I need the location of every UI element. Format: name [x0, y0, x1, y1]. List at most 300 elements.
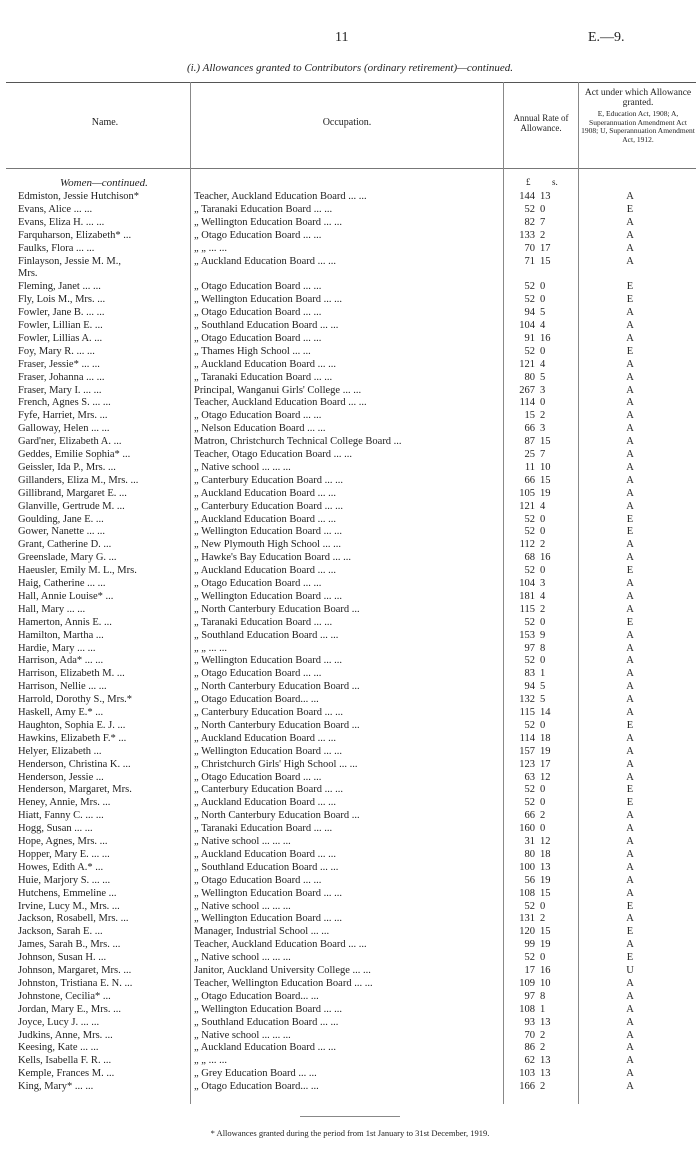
column-header-annual-rate: Annual Rate of Allowance. — [513, 113, 569, 133]
allowance-pounds: 52 — [524, 797, 535, 809]
act-code: A — [626, 913, 634, 925]
occupation: „ Southland Education Board ... ... — [194, 861, 339, 873]
allowance-shillings: 12 — [540, 836, 551, 847]
table-row — [0, 268, 700, 280]
contributor-name: Fowler, Lillias A. ... — [18, 332, 103, 344]
contributor-name: Glanville, Gertrude M. ... — [18, 500, 125, 512]
table-row — [0, 965, 700, 977]
table-row — [0, 733, 700, 745]
contributor-name: Foy, Mary R. ... ... — [18, 345, 95, 357]
contributor-name: Fowler, Jane B. ... ... — [18, 307, 105, 319]
allowance-shillings: 0 — [540, 397, 546, 409]
allowance-pounds: 66 — [524, 423, 535, 435]
allowance-shillings: 0 — [540, 719, 546, 731]
allowance-shillings: 19 — [540, 874, 551, 886]
allowance-pounds: 66 — [524, 810, 535, 822]
allowance-pounds: 114 — [519, 732, 535, 744]
allowance-pounds: 83 — [524, 668, 535, 680]
allowance-pounds: 91 — [524, 332, 535, 344]
act-code: A — [626, 500, 634, 512]
occupation: „ Otago Education Board ... ... — [194, 410, 322, 422]
table-row — [0, 797, 700, 809]
occupation: „ Southland Education Board ... ... — [194, 320, 339, 331]
allowance-shillings: 0 — [540, 513, 546, 525]
allowance-shillings: 0 — [540, 616, 546, 628]
allowance-pounds: 166 — [519, 1081, 535, 1093]
act-code: E — [626, 719, 634, 731]
allowance-shillings: 2 — [540, 1081, 546, 1093]
allowance-pounds: 63 — [524, 771, 535, 783]
table-row — [0, 217, 700, 229]
allowance-pounds: 133 — [519, 229, 535, 241]
allowance-pounds: 121 — [519, 500, 535, 512]
document-reference: E.—9. — [588, 30, 625, 45]
allowance-shillings: 0 — [540, 900, 546, 912]
table-row — [0, 436, 700, 448]
allowance-shillings: 1 — [540, 668, 546, 680]
occupation: „ Wellington Education Board ... ... — [194, 294, 342, 306]
occupation: „ Native school ... ... ... — [194, 1029, 291, 1041]
allowance-shillings: 5 — [540, 307, 546, 319]
contributor-name: Harrold, Dorothy S., Mrs.* — [18, 694, 133, 706]
table-row — [0, 810, 700, 822]
allowance-pounds: 132 — [519, 694, 535, 706]
occupation: „ Southland Education Board ... ... — [194, 629, 339, 641]
allowance-shillings: 3 — [540, 384, 546, 396]
act-code: A — [626, 836, 634, 847]
contributor-name: Irvine, Lucy M., Mrs. ... — [18, 900, 120, 912]
contributor-name: Finlayson, Jessie M. M., — [18, 255, 121, 267]
table-row — [0, 1081, 700, 1093]
act-code: E — [626, 926, 634, 938]
contributor-name: Helyer, Elizabeth ... — [18, 745, 102, 757]
contributor-name: Johnson, Margaret, Mrs. ... — [18, 965, 132, 976]
act-code: A — [626, 732, 634, 744]
allowance-shillings: 15 — [540, 887, 551, 899]
act-code: A — [626, 848, 634, 860]
contributor-name: Harrison, Ada* ... ... — [18, 655, 104, 667]
occupation: „ Otago Education Board ... ... — [194, 578, 322, 589]
allowance-pounds: 97 — [524, 990, 535, 1002]
occupation: „ Wellington Education Board ... ... — [194, 745, 342, 757]
occupation: Teacher, Auckland Education Board ... ... — [194, 191, 367, 202]
allowance-pounds: 52 — [524, 294, 535, 306]
table-row — [0, 397, 700, 409]
contributor-name: Goulding, Jane E. ... — [18, 513, 104, 525]
contributor-name: Johnstone, Cecilia* ... — [18, 990, 111, 1002]
contributor-name: Henderson, Christina K. ... — [18, 758, 131, 770]
act-code: A — [626, 578, 634, 589]
table-row — [0, 746, 700, 758]
allowance-pounds: 112 — [519, 539, 535, 551]
table-row — [0, 991, 700, 1003]
occupation: „ Auckland Education Board ... ... — [194, 1042, 337, 1054]
occupation: „ Auckland Education Board ... ... — [194, 732, 337, 744]
table-row — [0, 1068, 700, 1080]
table-row — [0, 913, 700, 925]
allowance-shillings: 5 — [540, 371, 546, 383]
act-code: A — [626, 436, 634, 448]
contributor-name: Joyce, Lucy J. ... ... — [18, 1016, 100, 1028]
act-code: A — [626, 449, 634, 460]
allowance-shillings: 19 — [540, 487, 551, 499]
act-code: A — [626, 874, 634, 886]
act-code: E — [626, 616, 634, 628]
table-row — [0, 617, 700, 629]
contributor-name: Evans, Eliza H. ... ... — [18, 216, 105, 228]
occupation: Manager, Industrial School ... ... — [194, 926, 330, 938]
allowance-shillings: 15 — [540, 436, 551, 448]
column-header-occupation: Occupation. — [322, 117, 372, 128]
allowance-pounds: 52 — [524, 952, 535, 964]
act-code: A — [626, 771, 634, 783]
allowance-pounds: 131 — [519, 913, 535, 925]
act-code: A — [626, 242, 634, 254]
table-row — [0, 346, 700, 358]
allowance-shillings: 0 — [540, 655, 546, 667]
occupation: „ „ ... ... — [194, 242, 227, 254]
allowance-pounds: 52 — [524, 719, 535, 731]
occupation: Matron, Christchurch Technical College Board ... — [194, 436, 402, 448]
allowance-pounds: 25 — [524, 449, 535, 460]
act-code: A — [626, 1081, 634, 1093]
allowance-pounds: 52 — [524, 526, 535, 538]
contributor-name: Farquharson, Elizabeth* ... — [18, 229, 132, 241]
allowance-pounds: 153 — [519, 629, 535, 641]
table-row — [0, 501, 700, 513]
occupation: „ Canterbury Education Board ... ... — [194, 474, 343, 486]
table-row — [0, 462, 700, 474]
occupation: „ „ ... ... — [194, 1055, 227, 1067]
act-code: A — [626, 590, 634, 602]
occupation: „ Wellington Education Board ... ... — [194, 655, 342, 667]
act-code: A — [626, 758, 634, 770]
allowance-pounds: 52 — [524, 281, 535, 293]
act-code: A — [626, 410, 634, 422]
allowance-pounds: 160 — [519, 823, 535, 835]
occupation: „ Auckland Education Board ... ... — [194, 255, 337, 267]
contributor-name: Fly, Lois M., Mrs. ... — [18, 294, 106, 306]
table-row — [0, 552, 700, 564]
occupation: „ Auckland Education Board ... ... — [194, 487, 337, 499]
allowance-pounds: 121 — [519, 358, 535, 370]
occupation: „ „ ... ... — [194, 642, 227, 654]
act-code: A — [626, 887, 634, 899]
occupation: „ Otago Education Board... ... — [194, 694, 319, 706]
occupation: „ North Canterbury Education Board ... — [194, 681, 360, 693]
act-code: A — [626, 977, 634, 989]
allowance-shillings: 13 — [540, 191, 551, 202]
act-code: A — [626, 745, 634, 757]
act-code: A — [626, 320, 634, 331]
contributor-name: Hall, Mary ... ... — [18, 603, 86, 615]
allowance-shillings: 0 — [540, 203, 546, 215]
footnote-rule — [300, 1116, 400, 1117]
contributor-name: Gard'ner, Elizabeth A. ... — [18, 436, 122, 448]
allowance-shillings: 9 — [540, 629, 546, 641]
allowance-pounds: 70 — [524, 242, 535, 254]
allowance-pounds: 108 — [519, 887, 535, 899]
contributor-name: Jordan, Mary E., Mrs. ... — [18, 1003, 121, 1015]
contributor-name: King, Mary* ... ... — [18, 1081, 94, 1093]
allowance-shillings: 8 — [540, 990, 546, 1002]
header-bottom-rule — [6, 168, 696, 169]
occupation: „ Otago Education Board... ... — [194, 1081, 319, 1093]
table-row — [0, 372, 700, 384]
act-code: A — [626, 681, 634, 693]
allowance-pounds: 109 — [519, 977, 535, 989]
occupation: Teacher, Auckland Education Board ... ... — [194, 397, 367, 409]
act-code: A — [626, 229, 634, 241]
act-code: A — [626, 1042, 634, 1054]
act-code: A — [626, 1016, 634, 1028]
table-row — [0, 410, 700, 422]
allowance-pounds: 115 — [519, 707, 535, 718]
contributor-name: Hardie, Mary ... ... — [18, 642, 96, 654]
allowance-shillings: 2 — [540, 810, 546, 822]
act-code: E — [626, 952, 634, 964]
occupation: Teacher, Otago Education Board ... ... — [194, 449, 353, 460]
occupation: „ Otago Education Board ... ... — [194, 668, 322, 680]
act-code: A — [626, 397, 634, 409]
allowance-pounds: 108 — [519, 1003, 535, 1015]
table-row — [0, 307, 700, 319]
allowance-shillings: 7 — [540, 216, 546, 228]
occupation: „ North Canterbury Education Board ... — [194, 719, 360, 731]
table-row — [0, 256, 700, 268]
allowance-pounds: 52 — [524, 513, 535, 525]
act-code: E — [626, 345, 634, 357]
table-row — [0, 926, 700, 938]
table-row — [0, 888, 700, 900]
contributor-name: Fowler, Lillian E. ... — [18, 320, 103, 331]
allowance-pounds: 80 — [524, 848, 535, 860]
contributor-name: James, Sarah B., Mrs. ... — [18, 939, 121, 951]
column-header-name: Name. — [91, 117, 119, 128]
contributor-name: Hawkins, Elizabeth F.* ... — [18, 732, 127, 744]
act-code: E — [626, 281, 634, 293]
table-row — [0, 1017, 700, 1029]
act-code: E — [626, 526, 634, 538]
occupation: Principal, Wanganui Girls' College ... ... — [194, 384, 362, 396]
allowance-pounds: 52 — [524, 784, 535, 796]
act-code: A — [626, 823, 634, 835]
table-row — [0, 784, 700, 796]
allowance-shillings: 2 — [540, 410, 546, 422]
contributor-name: Johnston, Tristiana E. N. ... — [18, 977, 133, 989]
act-code: A — [626, 332, 634, 344]
contributor-name: Fraser, Mary I. ... ... — [18, 384, 102, 396]
allowance-shillings: 4 — [540, 320, 546, 331]
contributor-name: Hall, Annie Louise* ... — [18, 590, 114, 602]
contributor-name: Hiatt, Fanny C. ... ... — [18, 810, 104, 822]
allowance-pounds: 94 — [524, 681, 535, 693]
allowance-shillings: 8 — [540, 642, 546, 654]
allowance-shillings: 2 — [540, 1029, 546, 1041]
table-row — [0, 952, 700, 964]
allowance-shillings: 19 — [540, 745, 551, 757]
allowance-shillings: 14 — [540, 707, 551, 718]
occupation: „ Taranaki Education Board ... ... — [194, 616, 333, 628]
allowance-shillings: 2 — [540, 603, 546, 615]
page-number: 11 — [335, 30, 349, 45]
table-row — [0, 526, 700, 538]
occupation: „ Nelson Education Board ... ... — [194, 423, 326, 435]
allowance-shillings: 3 — [540, 423, 546, 435]
allowance-pounds: 31 — [524, 836, 535, 847]
table-row — [0, 320, 700, 332]
footnote: * Allowances granted during the period from 1st January to 31st December, 1919. — [210, 1128, 490, 1138]
contributor-name: Harrison, Nellie ... ... — [18, 681, 107, 693]
allowance-shillings: 15 — [540, 926, 551, 938]
allowance-pounds: 114 — [519, 397, 535, 409]
act-code: A — [626, 629, 634, 641]
table-row — [0, 759, 700, 771]
contributor-name: Gillibrand, Margaret E. ... — [18, 487, 127, 499]
allowance-shillings: 4 — [540, 358, 546, 370]
column-header-act: Act under which Allowance granted. — [584, 88, 692, 108]
allowance-shillings: 0 — [540, 294, 546, 306]
allowance-shillings: 13 — [540, 1068, 551, 1080]
allowance-pounds: 80 — [524, 371, 535, 383]
occupation: „ Thames High School ... ... — [194, 345, 311, 357]
allowance-shillings: 3 — [540, 578, 546, 589]
contributor-name: Huie, Marjory S. ... ... — [18, 874, 111, 886]
occupation: „ North Canterbury Education Board ... — [194, 810, 360, 822]
contributor-name: Mrs. — [18, 268, 38, 280]
allowance-pounds: 62 — [524, 1055, 535, 1067]
table-row — [0, 204, 700, 216]
contributor-name: Geddes, Emilie Sophia* ... — [18, 449, 131, 460]
table-row — [0, 423, 700, 435]
table-top-rule — [6, 82, 696, 83]
table-row — [0, 333, 700, 345]
allowance-pounds: 52 — [524, 345, 535, 357]
contributor-name: Evans, Alice ... ... — [18, 203, 93, 215]
allowance-shillings: 15 — [540, 255, 551, 267]
occupation: „ New Plymouth High School ... ... — [194, 539, 341, 551]
contributor-name: Haeusler, Emily M. L., Mrs. — [18, 565, 137, 577]
act-code: E — [626, 797, 634, 809]
contributor-name: Hopper, Mary E. ... ... — [18, 848, 110, 860]
occupation: „ Taranaki Education Board ... ... — [194, 823, 333, 835]
occupation: „ Wellington Education Board ... ... — [194, 913, 342, 925]
contributor-name: Jackson, Rosabell, Mrs. ... — [18, 913, 129, 925]
act-code: A — [626, 461, 634, 473]
contributor-name: Gower, Nanette ... ... — [18, 526, 106, 538]
currency-shillings-header: s. — [552, 177, 558, 187]
allowance-pounds: 56 — [524, 874, 535, 886]
allowance-shillings: 2 — [540, 539, 546, 551]
allowance-shillings: 10 — [540, 977, 551, 989]
allowance-pounds: 120 — [519, 926, 535, 938]
table-caption: (i.) Allowances granted to Contributors (ordinary retirement)—continued. — [186, 62, 514, 74]
act-code: A — [626, 603, 634, 615]
allowance-shillings: 0 — [540, 952, 546, 964]
table-row — [0, 230, 700, 242]
act-code: E — [626, 203, 634, 215]
occupation: „ Taranaki Education Board ... ... — [194, 203, 333, 215]
contributor-name: Grant, Catherine D. ... — [18, 539, 112, 551]
allowance-shillings: 13 — [540, 1016, 551, 1028]
allowance-pounds: 52 — [524, 616, 535, 628]
allowance-shillings: 17 — [540, 758, 551, 770]
act-code: A — [626, 552, 634, 564]
occupation: „ Auckland Education Board ... ... — [194, 513, 337, 525]
table-row — [0, 862, 700, 874]
allowance-shillings: 13 — [540, 1055, 551, 1067]
table-row — [0, 823, 700, 835]
allowance-pounds: 68 — [524, 552, 535, 564]
occupation: „ Native school ... ... ... — [194, 836, 291, 847]
allowance-pounds: 94 — [524, 307, 535, 319]
act-code: E — [626, 294, 634, 306]
allowance-pounds: 103 — [519, 1068, 535, 1080]
occupation: Janitor, Auckland University College ... ... — [194, 965, 371, 976]
act-code: E — [626, 513, 634, 525]
occupation: „ North Canterbury Education Board ... — [194, 603, 360, 615]
contributor-name: Kemple, Frances M. ... — [18, 1068, 115, 1080]
act-code: A — [626, 487, 634, 499]
currency-pounds-header: £ — [526, 177, 531, 187]
occupation: „ Christchurch Girls' High School ... ... — [194, 758, 358, 770]
allowance-shillings: 16 — [540, 965, 551, 976]
allowance-pounds: 52 — [524, 203, 535, 215]
allowance-shillings: 15 — [540, 474, 551, 486]
allowance-shillings: 0 — [540, 526, 546, 538]
allowance-shillings: 4 — [540, 500, 546, 512]
act-code: A — [626, 707, 634, 718]
allowance-pounds: 70 — [524, 1029, 535, 1041]
allowance-shillings: 1 — [540, 1003, 546, 1015]
table-row — [0, 836, 700, 848]
allowance-pounds: 93 — [524, 1016, 535, 1028]
allowance-pounds: 17 — [524, 965, 535, 976]
contributor-name: Keesing, Kate ... ... — [18, 1042, 99, 1054]
contributor-name: Judkins, Anne, Mrs. ... — [18, 1029, 113, 1041]
table-row — [0, 643, 700, 655]
act-code: A — [626, 423, 634, 435]
occupation: „ Otago Education Board ... ... — [194, 281, 322, 293]
table-row — [0, 294, 700, 306]
allowance-pounds: 86 — [524, 1042, 535, 1054]
occupation: „ Wellington Education Board ... ... — [194, 216, 342, 228]
contributor-name: Haughton, Sophia E. J. ... — [18, 719, 126, 731]
contributor-name: Haskell, Amy E.* ... — [18, 707, 104, 718]
allowance-shillings: 4 — [540, 590, 546, 602]
contributor-name: Henderson, Jessie ... — [18, 771, 104, 783]
table-row — [0, 604, 700, 616]
allowance-pounds: 267 — [519, 384, 535, 396]
act-code: A — [626, 307, 634, 319]
allowance-pounds: 115 — [519, 603, 535, 615]
occupation: „ Otago Education Board ... ... — [194, 874, 322, 886]
table-row — [0, 514, 700, 526]
occupation: „ Canterbury Education Board ... ... — [194, 784, 343, 796]
table-row — [0, 875, 700, 887]
allowance-pounds: 87 — [524, 436, 535, 448]
allowance-pounds: 105 — [519, 487, 535, 499]
allowance-shillings: 2 — [540, 1042, 546, 1054]
contributor-name: Jackson, Sarah E. ... — [18, 926, 103, 938]
table-row — [0, 772, 700, 784]
table-row — [0, 849, 700, 861]
act-code: A — [626, 810, 634, 822]
act-code: A — [626, 939, 634, 951]
occupation: „ Taranaki Education Board ... ... — [194, 371, 333, 383]
table-row — [0, 475, 700, 487]
table-row — [0, 449, 700, 461]
